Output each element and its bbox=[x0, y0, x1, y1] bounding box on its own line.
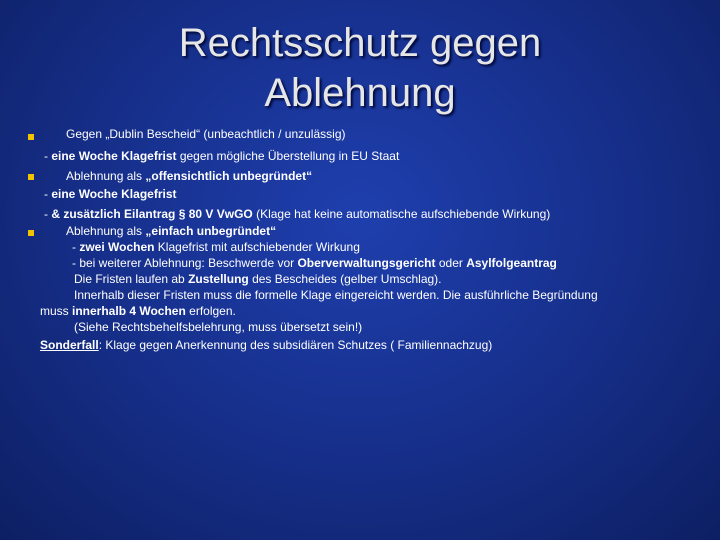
bullet-icon bbox=[28, 174, 34, 180]
emphasis: & zusätzlich Eilantrag § 80 V VwGO bbox=[51, 207, 253, 221]
bullet-icon bbox=[28, 230, 34, 236]
emphasis: Zustellung bbox=[188, 272, 249, 286]
text-line-zwei-wochen: - zwei Wochen Klagefrist mit aufschiebender Wirkung bbox=[72, 240, 360, 254]
text-line-klagefrist-dublin: - eine Woche Klagefrist gegen mögliche Überstellung in EU Staat bbox=[44, 149, 400, 163]
text-line-formelle-klage: Innerhalb dieser Fristen muss die formelle Klage eingereicht werden. Die ausführliche Begründung bbox=[74, 288, 598, 302]
emphasis: Asylfolgeantrag bbox=[466, 256, 557, 270]
emphasis: „offensichtlich unbegründet“ bbox=[145, 169, 313, 183]
text-line-klagefrist-offensichtlich: - eine Woche Klagefrist bbox=[44, 187, 177, 201]
slide-title bbox=[0, 18, 720, 118]
bullet-icon bbox=[28, 134, 34, 140]
emphasis: eine Woche Klagefrist bbox=[51, 187, 177, 201]
text-line-rechtsbehelfsbelehrung: (Siehe Rechtsbehelfsbelehrung, muss übersetzt sein!) bbox=[74, 320, 363, 334]
emphasis: zwei Wochen bbox=[79, 240, 155, 254]
bullet-dublin: Gegen „Dublin Bescheid“ (unbeachtlich / unzulässig) bbox=[66, 127, 346, 141]
emphasis: innerhalb 4 Wochen bbox=[72, 304, 186, 318]
title-line-1: Rechtsschutz gegen bbox=[178, 21, 542, 65]
text-line-weitere-ablehnung: - bei weiterer Ablehnung: Beschwerde vor Oberverwaltungsgericht oder Asylfolgeantrag bbox=[72, 256, 557, 270]
emphasis: eine Woche Klagefrist bbox=[51, 149, 177, 163]
title-line-2: Ablehnung bbox=[264, 71, 456, 115]
emphasis-underlined: Sonderfall bbox=[40, 338, 99, 352]
emphasis: Oberverwaltungsgericht bbox=[297, 256, 436, 270]
text-line-fristen: Die Fristen laufen ab Zustellung des Bescheides (gelber Umschlag). bbox=[74, 272, 442, 286]
text-line-eilantrag: - & zusätzlich Eilantrag § 80 V VwGO (Klage hat keine automatische aufschiebende Wirkung) bbox=[44, 207, 551, 221]
emphasis: „einfach unbegründet“ bbox=[145, 224, 277, 238]
bullet-offensichtlich: Ablehnung als „offensichtlich unbegründet“ bbox=[66, 169, 313, 183]
bullet-einfach: Ablehnung als „einfach unbegründet“ bbox=[66, 224, 277, 238]
text-line-sonderfall: Sonderfall: Klage gegen Anerkennung des subsidiären Schutzes ( Familiennachzug) bbox=[40, 338, 493, 352]
text-line-begruendung: muss innerhalb 4 Wochen erfolgen. bbox=[40, 304, 236, 318]
